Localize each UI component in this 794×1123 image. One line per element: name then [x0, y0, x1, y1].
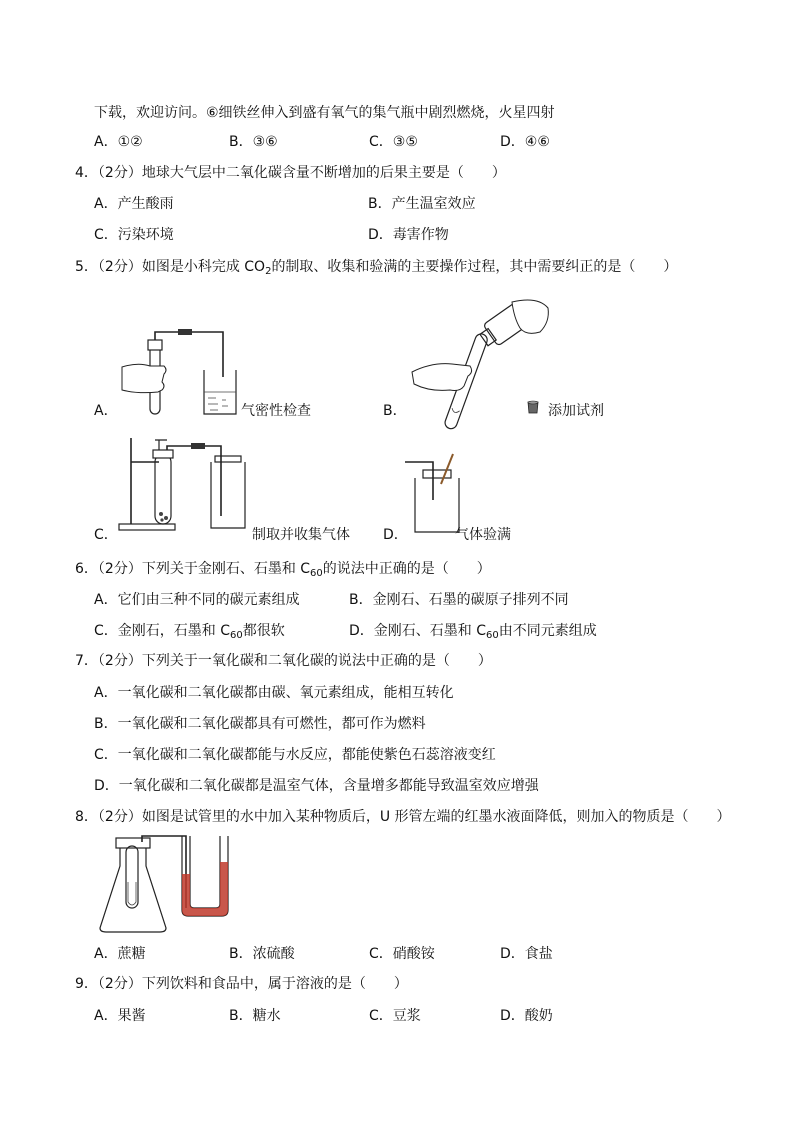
- q4-option-b: B．产生温室效应: [368, 196, 476, 212]
- q7-stem: 7．（2分）下列关于一氧化碳和二氧化碳的说法中正确的是（ ）: [75, 653, 492, 669]
- q6-option-a: A．它们由三种不同的碳元素组成: [94, 592, 300, 608]
- q6-option-b: B．金刚石、石墨的碳原子排列不同: [349, 592, 569, 608]
- q6-option-d: D．金刚石、石墨和 $C_{60}$由不同元素组成: [349, 623, 597, 641]
- q3-option-c: C．③⑤: [369, 134, 418, 150]
- q7-option-b: B．一氧化碳和二氧化碳都具有可燃性，都可作为燃料: [94, 716, 426, 732]
- q5-figure-a-airtightness: [118, 322, 243, 422]
- q9-stem: 9．（2分）下列饮料和食品中，属于溶液的是（ ）: [75, 976, 408, 992]
- q8-figure-flask-u-tube: [96, 832, 241, 937]
- q8-option-a: A．蔗糖: [94, 946, 146, 962]
- q3-option-d: D．④⑥: [500, 134, 550, 150]
- q5-option-b-letter: B．: [383, 403, 407, 419]
- q7-option-d: D．一氧化碳和二氧化碳都是温室气体，含量增多都能导致温室效应增强: [94, 778, 539, 794]
- q3-option-b: B．③⑥: [229, 134, 278, 150]
- q5-option-d-letter: D．: [383, 527, 408, 543]
- q5-stem: 5．（2分）如图是小科完成 $CO_2$的制取、收集和验满的主要操作过程，其中需要纠正的是（ ）: [75, 259, 678, 277]
- q5-option-c-caption: 制取并收集气体: [252, 527, 350, 543]
- stopper-icon: [525, 400, 541, 416]
- q9-option-a: A．果酱: [94, 1008, 146, 1024]
- q8-stem: 8．（2分）如图是试管里的水中加入某种物质后，U 形管左端的红墨水液面降低，则加入的物质是（ ）: [75, 809, 731, 825]
- q5-option-a-letter: A．: [94, 403, 118, 419]
- q3-continuation: 下载，欢迎访问。⑥细铁丝伸入到盛有氧气的集气瓶中剧烈燃烧，火星四射: [94, 105, 555, 121]
- q6-stem: 6．（2分）下列关于金刚石、石墨和 $C_{60}$的说法中正确的是（ ）: [75, 561, 491, 579]
- q5-option-d-caption: 气体验满: [455, 527, 511, 543]
- q6-option-c: C．金刚石，石墨和 $C_{60}$都很软: [94, 623, 285, 641]
- q4-stem: 4．（2分）地球大气层中二氧化碳含量不断增加的后果主要是（ ）: [75, 165, 506, 181]
- q7-option-c: C．一氧化碳和二氧化碳都能与水反应，都能使紫色石蕊溶液变红: [94, 747, 496, 763]
- q9-option-b: B．糖水: [229, 1008, 281, 1024]
- q4-option-a: A．产生酸雨: [94, 196, 174, 212]
- q5-option-a-caption: 气密性检查: [241, 403, 311, 419]
- q9-option-c: C．豆浆: [369, 1008, 421, 1024]
- q4-option-d: D．毒害作物: [368, 227, 449, 243]
- q4-option-c: C．污染环境: [94, 227, 174, 243]
- q5-option-b-caption: 添加试剂: [548, 403, 604, 419]
- q9-option-d: D．酸奶: [500, 1008, 553, 1024]
- q7-option-a: A．一氧化碳和二氧化碳都由碳、氧元素组成，能相互转化: [94, 685, 454, 701]
- q5-figure-b-adding-reagent: [408, 292, 553, 447]
- q3-option-a: A．①②: [94, 134, 143, 150]
- q5-figure-c-prepare-collect: [117, 436, 252, 536]
- q8-option-b: B．浓硫酸: [229, 946, 295, 962]
- q5-figure-d-full-check: [403, 450, 463, 535]
- q8-option-d: D．食盐: [500, 946, 553, 962]
- q5-option-c-letter: C．: [94, 527, 118, 543]
- q8-option-c: C．硝酸铵: [369, 946, 435, 962]
